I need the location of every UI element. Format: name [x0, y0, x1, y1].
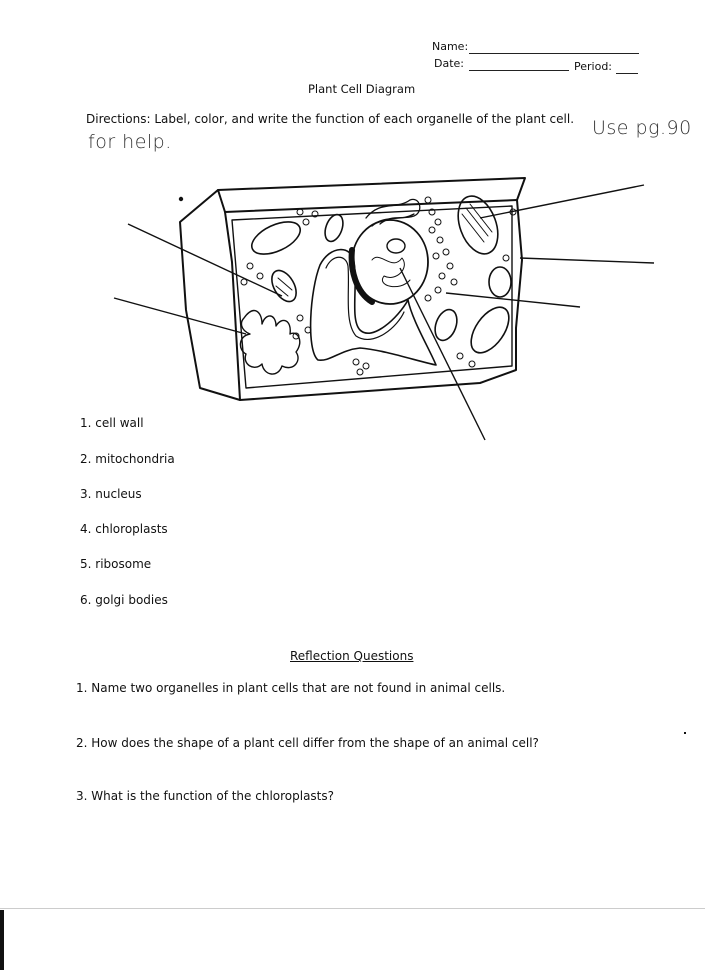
date-label: Date:: [434, 57, 464, 70]
chloroplast-top-left: [247, 215, 305, 261]
vacuole: [311, 250, 436, 365]
reflection-question-3: 3. What is the function of the chloroplasts?: [76, 789, 335, 803]
pointer-line-2: [114, 298, 246, 334]
page-title: Plant Cell Diagram: [308, 82, 416, 96]
organelle-item-cell-wall: 1. cell wall: [80, 416, 144, 430]
reflection-question-1: 1. Name two organelles in plant cells that are not found in animal cells.: [76, 681, 506, 695]
chloroplast-bottom-right: [464, 301, 517, 360]
organelle-item-ribosome: 5. ribosome: [80, 557, 152, 571]
cell-wall-inner-membrane: [225, 212, 240, 400]
cell-membrane: [232, 206, 512, 388]
reflection-title: Reflection Questions: [290, 649, 414, 663]
name-label: Name:: [432, 40, 469, 53]
pointer-line-5: [446, 293, 580, 307]
organelle-item-chloroplasts: 4. chloroplasts: [80, 522, 168, 536]
organelle-item-nucleus: 3. nucleus: [80, 487, 142, 501]
pointer-line-4: [520, 258, 654, 263]
scan-edge-line: [0, 908, 705, 909]
mitochondria-right: [489, 267, 511, 297]
endoplasmic-reticulum: [240, 311, 299, 374]
directions-text: Directions: Label, color, and write the function of each organelle of the plant cell.: [86, 112, 575, 126]
reflection-question-2: 2. How does the shape of a plant cell differ from the shape of an animal cell?: [76, 736, 539, 750]
organelle-item-golgi-bodies: 6. golgi bodies: [80, 593, 168, 607]
nucleolus: [387, 239, 405, 253]
chloroplast-bottom-mid: [431, 307, 461, 344]
handwritten-note-line2: for help.: [88, 131, 172, 153]
organelle-item-mitochondria: 2. mitochondria: [80, 452, 175, 466]
mitochondria-top: [322, 212, 347, 244]
mitochondria-left: [267, 266, 301, 305]
scan-edge-mark: [0, 910, 4, 970]
scan-dot: [684, 732, 686, 734]
handwritten-note-line1: Use pg.90: [592, 117, 692, 139]
cell-wall-top-edge: [218, 190, 517, 212]
period-label: Period:: [574, 60, 613, 73]
pointer-line-6: [400, 268, 485, 440]
